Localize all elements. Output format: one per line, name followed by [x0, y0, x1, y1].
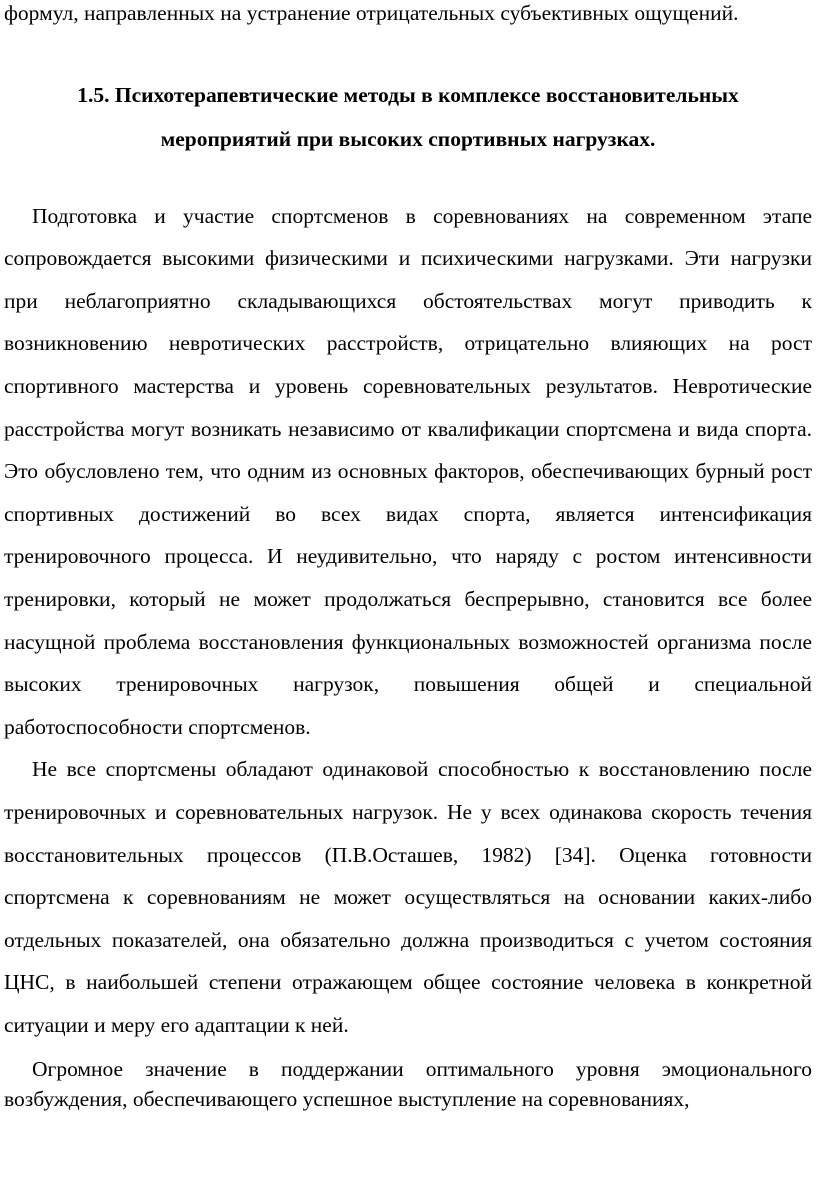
- document-page: [4, 0, 812, 1114]
- section-heading: [4, 73, 812, 161]
- body-paragraph-3: Огромное значение в поддержании оптимального уровня эмоционального возбуждения, обеспечивающего успешное выступление на соревнованиях,: [4, 1057, 812, 1112]
- section-heading-line-2: мероприятий при высоких спортивных нагрузках.: [160, 126, 656, 151]
- body-paragraph-2: Не все спортсмены обладают одинаковой способностью к восстановлению после тренировочных и соревновательных нагрузок. Не у всех одинакова скорость течения восстановительных процессов (П.В.Осташев, 1982) [34]. Оценка готовности спортсмена к соревнованиям не может осуществляться на основании каких-либо отдельных показателей, она обязательно должна производиться с учетом состояния ЦНС, в наибольшей степени отражающем общее состояние человека в конкретной ситуации и меру его адаптации к ней.: [4, 757, 812, 1037]
- lead-paragraph: формул, направленных на устранение отрицательных субъективных ощущений.: [4, 1, 739, 25]
- section-heading-line-1: 1.5. Психотерапевтические методы в комплексе восстановительных: [77, 82, 739, 107]
- body-paragraph-1: Подготовка и участие спортсменов в соревнованиях на современном этапе сопровождается высокими физическими и психическими нагрузками. Эти нагрузки при неблагоприятно складывающихся обстоятельствах могут приводить к возникновению невротических расстройств, отрицательно влияющих на рост спортивного мастерства и уровень соревновательных результатов. Невротические расстройства могут возникать независимо от квалификации спортсмена и вида спорта. Это обусловлено тем, что одним из основных факторов, обеспечивающих бурный рост спортивных достижений во всех видах спорта, является интенсификация тренировочного процесса. И неудивительно, что наряду с ростом интенсивности тренировки, который не может продолжаться беспрерывно, становится все более насущной проблема восстановления функциональных возможностей организма после высоких тренировочных нагрузок, повышения общей и специальной работоспособности спортсменов.: [4, 203, 812, 739]
